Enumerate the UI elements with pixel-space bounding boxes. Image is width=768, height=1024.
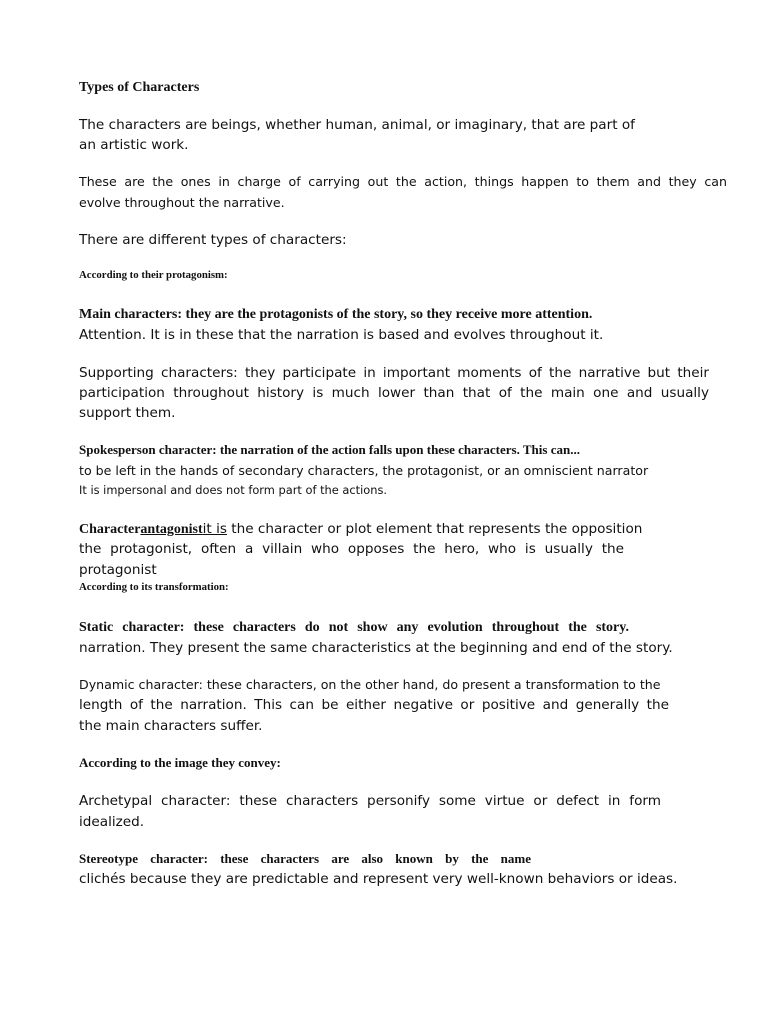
heading-protagonism: According to their protagonism: [79, 269, 228, 281]
main-line-1: Main characters: they are the protagonists of the story, so they receive more attention. [79, 307, 593, 322]
antagonist-term-c: it is [202, 521, 227, 537]
stereotype-line-1: Stereotype character: these characters are also known by the name [79, 851, 531, 866]
spokesperson-line-1: Spokesperson character: the narration of the action falls upon these characters. This can... [79, 442, 580, 457]
antagonist-line-1 [79, 522, 642, 538]
archetypal-line-2: idealized. [79, 814, 145, 830]
dynamic-line-3: the main characters suffer. [79, 718, 263, 734]
antagonist-term-b: antagonist [140, 522, 203, 537]
dynamic-line-2: length of the narration. This can be either negative or positive and generally the [79, 697, 669, 713]
main-line-2: Attention. It is in these that the narration is based and evolves throughout it. [79, 327, 604, 343]
archetypal-line-1: Archetypal character: these characters personify some virtue or defect in form [79, 793, 661, 809]
supporting-line-1: Supporting characters: they participate in important moments of the narrative but their [79, 365, 709, 381]
intro-line-2: an artistic work. [79, 137, 189, 153]
antagonist-term-d: the character or plot element that represents the opposition [226, 521, 643, 537]
p2-line-1: These are the ones in charge of carrying out the action, things happen to them and they can [79, 174, 727, 189]
p3-line: There are different types of characters: [79, 232, 347, 248]
intro-line-1: The characters are beings, whether human, animal, or imaginary, that are part of [79, 117, 635, 133]
p2-line-2: evolve throughout the narrative. [79, 195, 285, 210]
static-line-2: narration. They present the same characteristics at the beginning and end of the story. [79, 640, 673, 656]
document-title: Types of Characters [79, 80, 200, 95]
antagonist-line-3: protagonist [79, 562, 157, 578]
antagonist-line-2: the protagonist, often a villain who opposes the hero, who is usually the [79, 541, 624, 557]
antagonist-term-a: Character [79, 522, 141, 537]
heading-image: According to the image they convey: [79, 755, 281, 770]
supporting-line-2: participation throughout history is much lower than that of the main one and usually [79, 385, 709, 401]
spokesperson-line-3: It is impersonal and does not form part of the actions. [79, 483, 388, 497]
heading-transformation: According to its transformation: [79, 581, 229, 593]
spokesperson-line-2: to be left in the hands of secondary characters, the protagonist, or an omniscient narrator [79, 463, 649, 478]
stereotype-line-2: clichés because they are predictable and represent very well-known behaviors or ideas. [79, 871, 678, 887]
static-line-1: Static character: these characters do not show any evolution throughout the story. [79, 620, 629, 635]
supporting-line-3: support them. [79, 405, 176, 421]
dynamic-line-1: Dynamic character: these characters, on the other hand, do present a transformation to the [79, 677, 661, 692]
